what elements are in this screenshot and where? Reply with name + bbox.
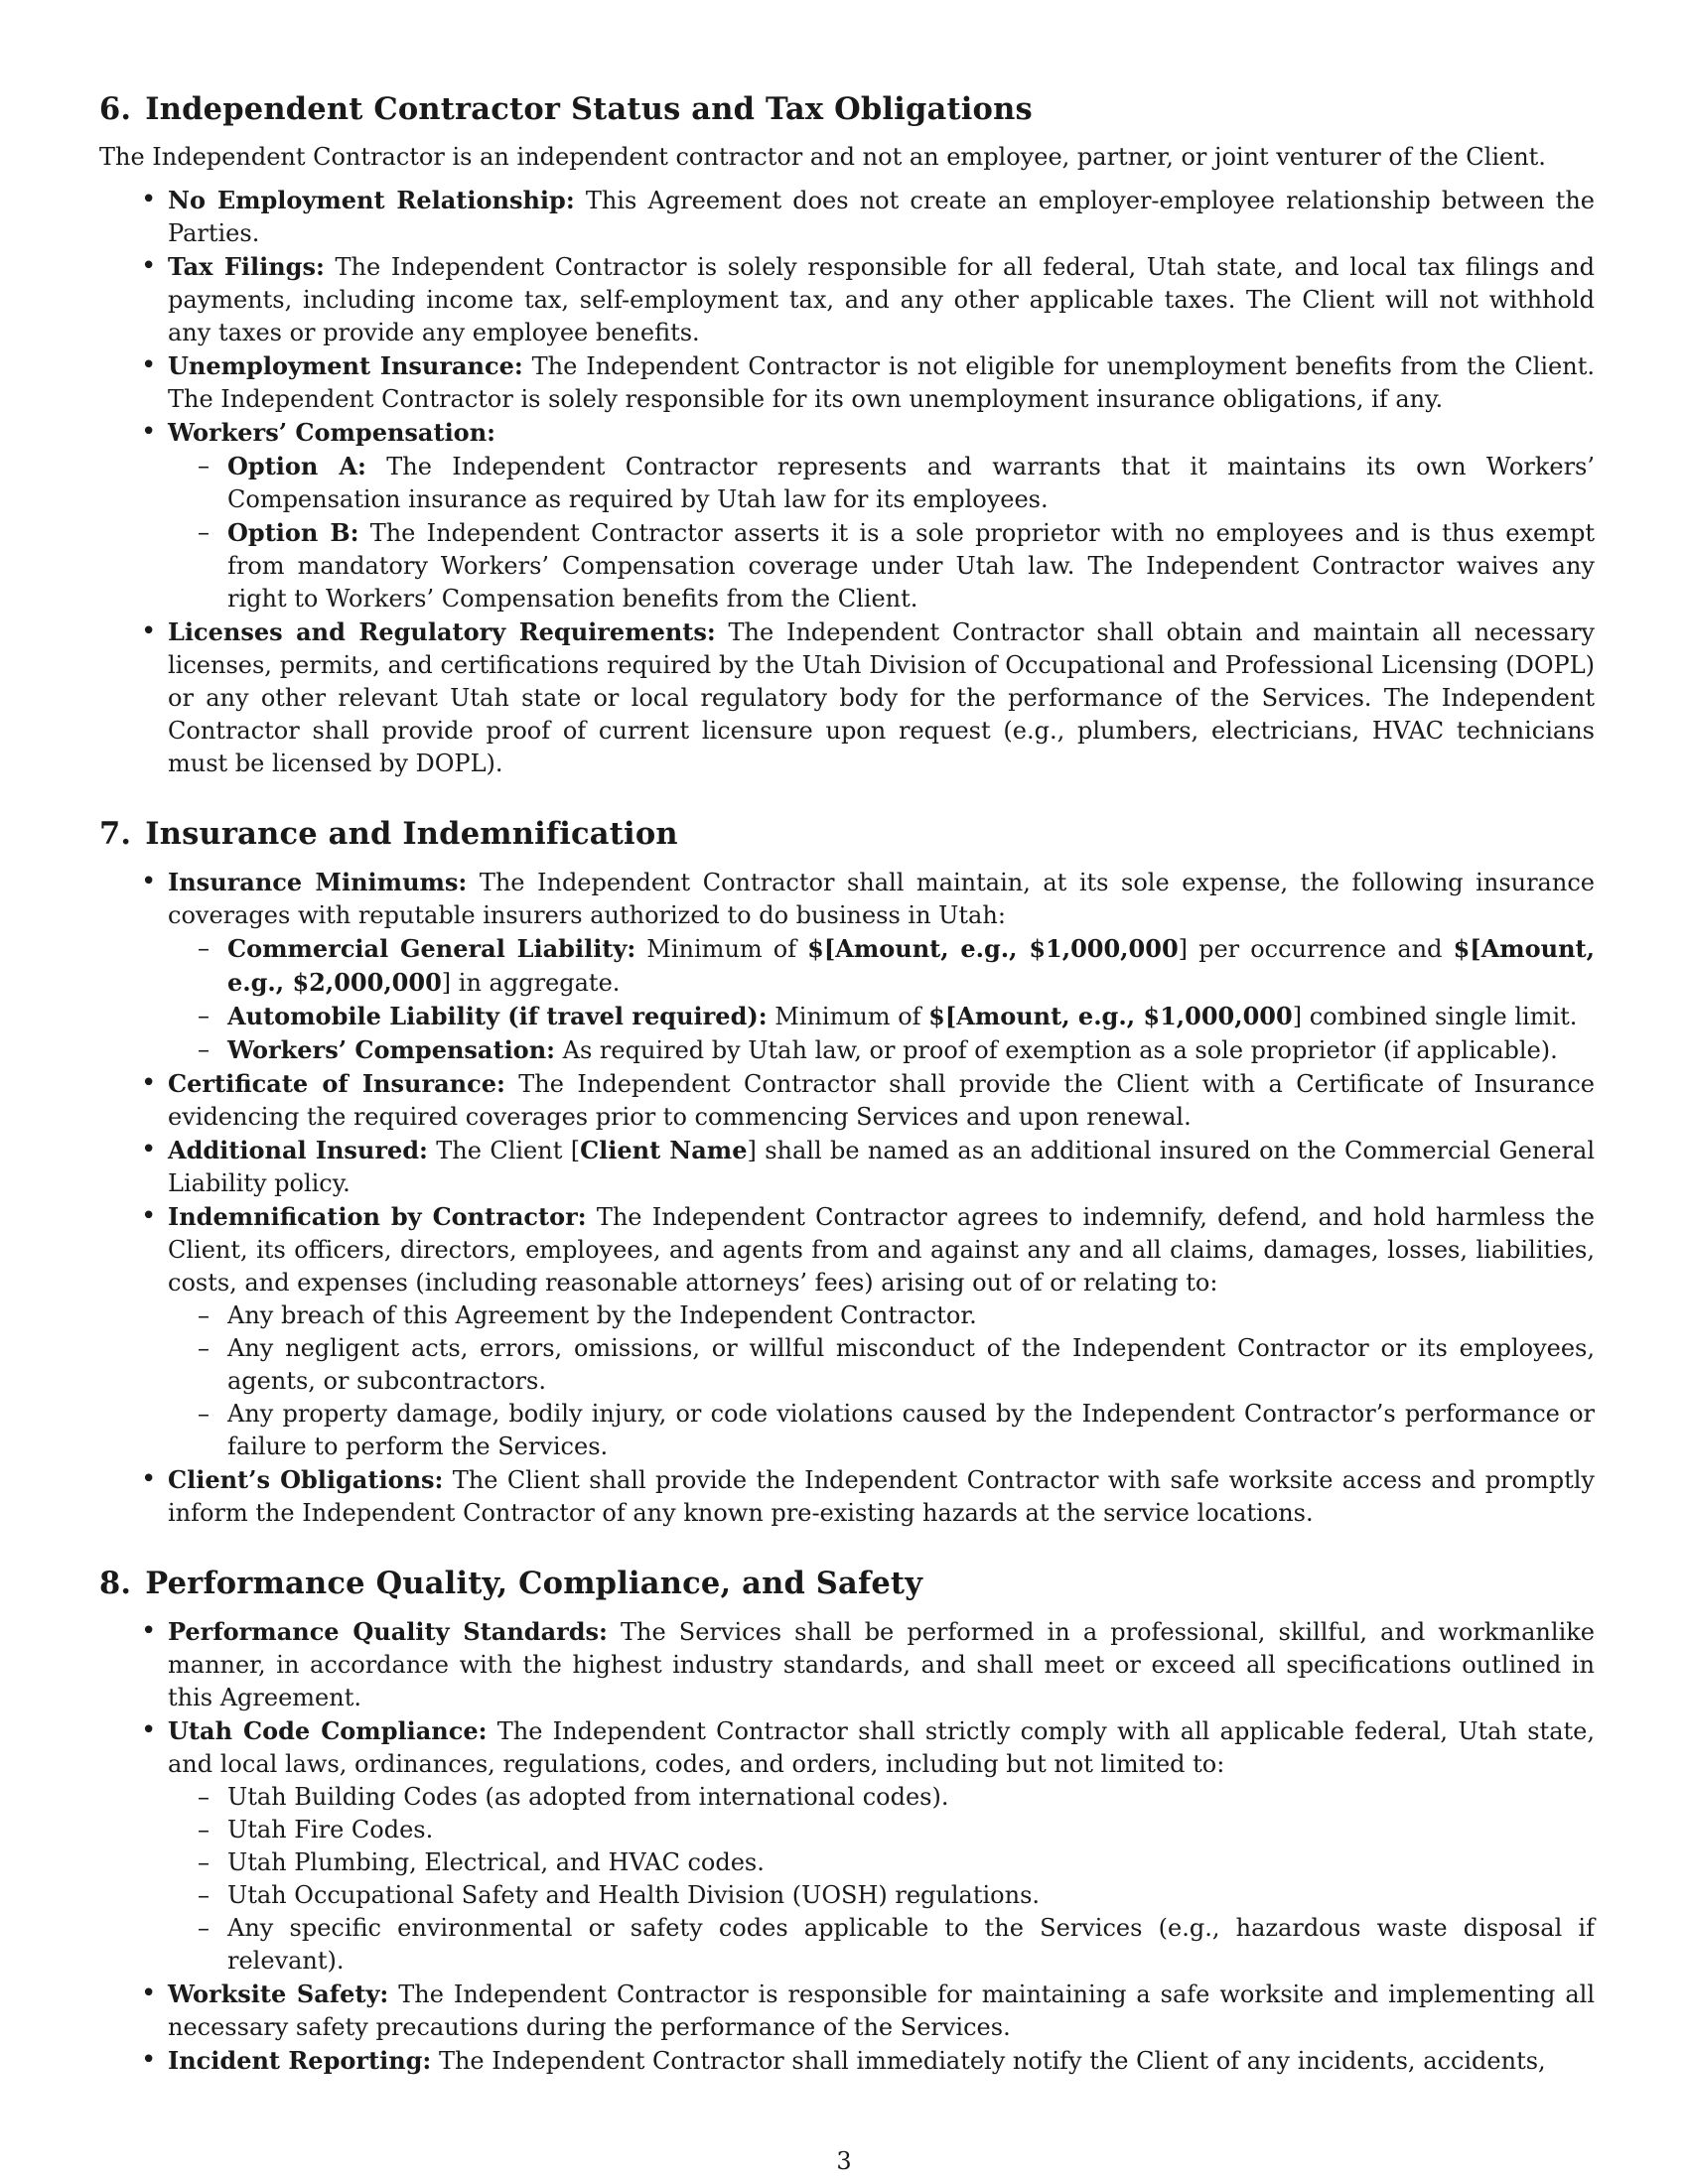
sub-list-item: – Utah Occupational Safety and Health Division (UOSH) regulations. (168, 1879, 1595, 1912)
sub-list (168, 1299, 1595, 1463)
bullet-list (99, 1615, 1595, 2078)
list-item: • Licenses and Regulatory Requirements: The Independent Contractor shall obtain and maintain all necessary licenses, permits, and certifications required by the Utah Division of Occupational and Professional Licensing (DOPL) or any other relevant Utah state or local regulatory body for the performance of the Services. The Independent Contractor shall provide proof of current licensure upon request (e.g., plumbers, electricians, HVAC technicians must be licensed by DOPL). (99, 615, 1595, 780)
document-page (99, 89, 1595, 2112)
sub-list-item: – Utah Building Codes (as adopted from international codes). (168, 1781, 1595, 1814)
list-item: • Certificate of Insurance: The Independent Contractor shall provide the Client with a Certificate of Insurance evidencing the required coverages prior to commencing Services and upon renewal. (99, 1067, 1595, 1134)
list-item: • No Employment Relationship: This Agreement does not create an employer-employee relationship between the Parties. (99, 184, 1595, 250)
section-8 (99, 1564, 1595, 2078)
bullet-list (99, 184, 1595, 780)
sub-list-item: – Utah Plumbing, Electrical, and HVAC codes. (168, 1846, 1595, 1879)
section-heading: 7. Insurance and Indemnification (99, 816, 678, 852)
section-7 (99, 814, 1595, 1530)
sub-list-item: – Workers’ Compensation: As required by Utah law, or proof of exemption as a sole proprietor (if applicable). (168, 1033, 1595, 1067)
list-item: • Additional Insured: The Client [Client Name] shall be named as an additional insured on the Commercial General Liability policy. (99, 1134, 1595, 1200)
sub-list (168, 932, 1595, 1067)
sub-list-item: – Option A: The Independent Contractor represents and warrants that it maintains its own Workers’ Compensation insurance as required by Utah law for its employees. (168, 450, 1595, 516)
sub-list-item: – Any specific environmental or safety codes applicable to the Services (e.g., hazardous waste disposal if relevant). (168, 1912, 1595, 1978)
sub-list-item: – Any negligent acts, errors, omissions, or willful misconduct of the Independent Contractor or its employees, agents, or subcontractors. (168, 1332, 1595, 1398)
list-item: • Indemnification by Contractor: The Independent Contractor agrees to indemnify, defend, and hold harmless the Client, its officers, directors, employees, and agents from and against any and all claims, damages, losses, liabilities, costs, and expenses (including reasonable attorneys’ fees) arising out of or relating to: – Any breach of this Agreement by the Independent Contractor. – Any negligent acts, errors, omissions, or willful misconduct of the Independent Contractor or its employees, agents, or subcontractors. – Any property damage, bodily injury, or code violations caused by the Independent Contractor’s performance or failure to perform the Services. (99, 1200, 1595, 1463)
sub-list (168, 450, 1595, 615)
list-item: • Client’s Obligations: The Client shall provide the Independent Contractor with safe worksite access and promptly inform the Independent Contractor of any known pre-existing hazards at the service locations. (99, 1463, 1595, 1530)
section-intro: The Independent Contractor is an independent contractor and not an employee, partner, or joint venturer of the Client. (99, 143, 1546, 171)
list-item: • Worksite Safety: The Independent Contractor is responsible for maintaining a safe worksite and implementing all necessary safety precautions during the performance of the Services. (99, 1978, 1595, 2044)
sub-list-item: – Utah Fire Codes. (168, 1814, 1595, 1846)
list-item: • Utah Code Compliance: The Independent Contractor shall strictly comply with all applicable federal, Utah state, and local laws, ordinances, regulations, codes, and orders, including but not limited to: – Utah Building Codes (as adopted from international codes). – Utah Fire Codes. – Utah Plumbing, Electrical, and HVAC codes. – Utah Occupational Safety and Health Division (UOSH) regulations. – Any specific environmental or safety codes applicable to the Services (e.g., hazardous waste disposal if relevant). (99, 1714, 1595, 1978)
sub-list-item: – Any breach of this Agreement by the Independent Contractor. (168, 1299, 1595, 1332)
sub-list-item: – Automobile Liability (if travel required): Minimum of $[Amount, e.g., $1,000,000] combined single limit. (168, 1000, 1595, 1033)
list-item: • Incident Reporting: The Independent Contractor shall immediately notify the Client of any incidents, accidents, (99, 2044, 1595, 2078)
section-heading: 8. Performance Quality, Compliance, and Safety (99, 1566, 923, 1601)
sub-list-item: – Any property damage, bodily injury, or code violations caused by the Independent Contractor’s performance or failure to perform the Services. (168, 1398, 1595, 1463)
sub-list-item: – Option B: The Independent Contractor asserts it is a sole proprietor with no employees and is thus exempt from mandatory Workers’ Compensation coverage under Utah law. The Independent Contractor waives any right to Workers’ Compensation benefits from the Client. (168, 516, 1595, 615)
bullet-list (99, 866, 1595, 1530)
section-6 (99, 89, 1595, 780)
list-item: • Performance Quality Standards: The Services shall be performed in a professional, skillful, and workmanlike manner, in accordance with the highest industry standards, and shall meet or exceed all specifications outlined in this Agreement. (99, 1615, 1595, 1714)
page-number: 3 (836, 2147, 852, 2175)
sub-list (168, 1781, 1595, 1978)
list-item: • Unemployment Insurance: The Independent Contractor is not eligible for unemployment benefits from the Client. The Independent Contractor is solely responsible for its own unemployment insurance obligations, if any. (99, 349, 1595, 416)
section-heading: 6. Independent Contractor Status and Tax Obligations (99, 91, 1033, 127)
list-item: • Workers’ Compensation: – Option A: The Independent Contractor represents and warrants that it maintains its own Workers’ Compensation insurance as required by Utah law for its employees. – Option B: The Independent Contractor asserts it is a sole proprietor with no employees and is thus exempt from mandatory Workers’ Compensation coverage under Utah law. The Independent Contractor waives any right to Workers’ Compensation benefits from the Client. (99, 416, 1595, 615)
list-item: • Insurance Minimums: The Independent Contractor shall maintain, at its sole expense, the following insurance coverages with reputable insurers authorized to do business in Utah: – Commercial General Liability: Minimum of $[Amount, e.g., $1,000,000] per occurrence and $[Amount, e.g., $2,000,000] in aggregate. – Automobile Liability (if travel required): Minimum of $[Amount, e.g., $1,000,000] combined single limit. – Workers’ Compensation: As required by Utah law, or proof of exemption as a sole proprietor (if applicable). (99, 866, 1595, 1067)
sub-list-item: – Commercial General Liability: Minimum of $[Amount, e.g., $1,000,000] per occurrence and $[Amount, e.g., $2,000,000] in aggregate. (168, 932, 1595, 1000)
list-item: • Tax Filings: The Independent Contractor is solely responsible for all federal, Utah state, and local tax filings and payments, including income tax, self-employment tax, and any other applicable taxes. The Client will not withhold any taxes or provide any employee benefits. (99, 250, 1595, 349)
